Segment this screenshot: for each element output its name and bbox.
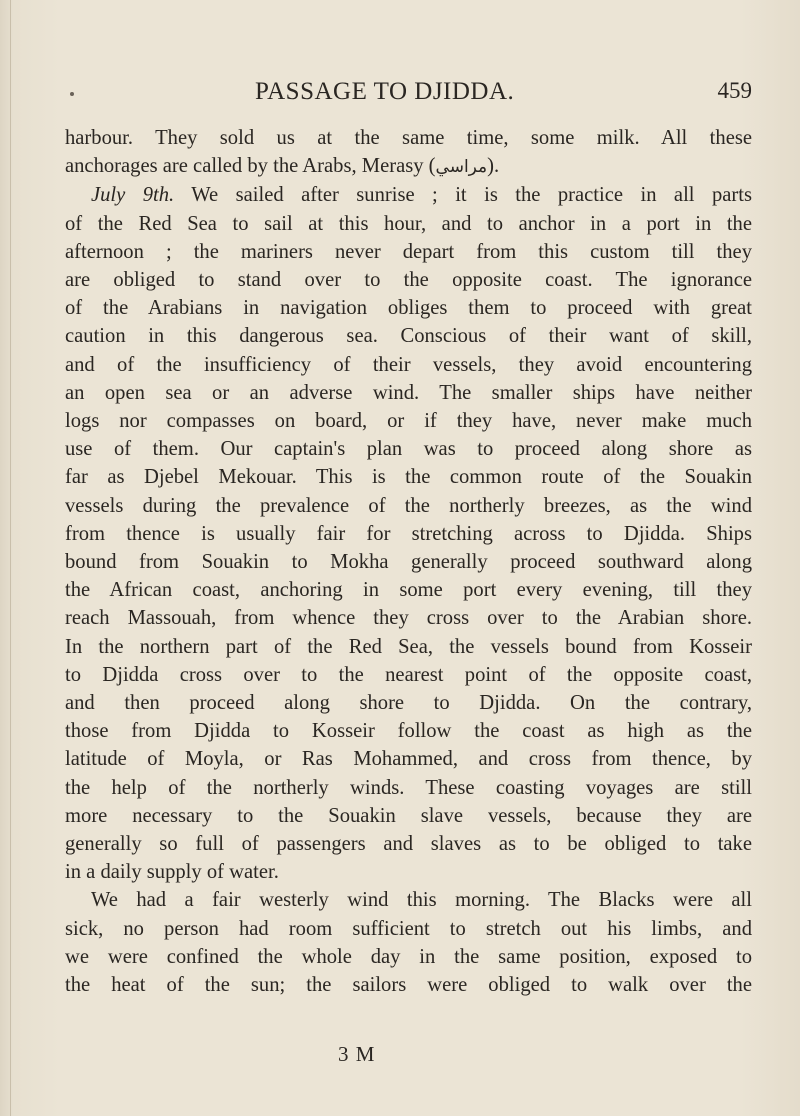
text-line: caution in this dangerous sea. Conscious of their want of skill, (65, 325, 752, 348)
text-line (65, 152, 752, 181)
text-fragment: ). (487, 155, 500, 178)
text-line: are obliged to stand over to the opposite coast. The ignorance (65, 269, 752, 292)
text-line: to Djidda cross over to the nearest point of the opposite coast, (65, 663, 752, 686)
bullet-mark (70, 92, 74, 96)
text-line: more necessary to the Souakin slave vessels, because they are (65, 804, 752, 827)
text-line: of the Arabians in navigation obliges them to proceed with great (65, 297, 752, 320)
text-line: harbour. They sold us at the same time, some milk. All these (65, 127, 752, 149)
text-fragment: We sailed after sunrise ; it is the practice in all parts (174, 184, 752, 207)
body-text (65, 124, 752, 999)
text-line: from thence is usually fair for stretching across to Djidda. Ships (65, 522, 752, 545)
text-line: In the northern part of the Red Sea, the vessels bound from Kosseir (65, 635, 752, 658)
text-line: of the Red Sea to sail at this hour, and to anchor in a port in the (65, 212, 752, 235)
text-line: We had a fair westerly wind this morning. The Blacks were all (91, 889, 752, 912)
text-line: far as Djebel Mekouar. This is the common route of the Souakin (65, 466, 752, 489)
text-line (65, 181, 752, 209)
text-line: bound from Souakin to Mokha generally proceed southward along (65, 551, 752, 574)
text-line: and then proceed along shore to Djidda. On the contrary, (65, 692, 752, 715)
signature-mark: 3 M (338, 1042, 376, 1066)
date-italic: July 9th. (91, 184, 175, 207)
text-line: in a daily supply of water. (65, 861, 279, 884)
text-line: and of the insufficiency of their vessels, they avoid encountering (65, 353, 752, 376)
text-line: the African coast, anchoring in some port every evening, till they (65, 579, 752, 602)
arabic-word: مراسي (435, 157, 488, 178)
text-line: an open sea or an adverse wind. The smaller ships have neither (65, 381, 752, 404)
text-line: sick, no person had room sufficient to stretch out his limbs, and (65, 917, 752, 940)
text-line: reach Massouah, from whence they cross over to the Arabian shore. (65, 607, 752, 630)
text-line: vessels during the prevalence of the northerly breezes, as the wind (65, 494, 752, 517)
text-line: logs nor compasses on board, or if they have, never make much (65, 410, 752, 433)
text-line: we were confined the whole day in the same position, exposed to (65, 945, 752, 968)
page-edge (10, 0, 11, 1116)
text-line: those from Djidda to Kosseir follow the coast as high as the (65, 720, 752, 743)
page-number: 459 (717, 78, 752, 103)
text-line: latitude of Moyla, or Ras Mohammed, and cross from thence, by (65, 748, 752, 771)
running-header (60, 78, 760, 110)
text-line: the help of the northerly winds. These coasting voyages are still (65, 776, 752, 799)
header-title: PASSAGE TO DJIDDA. (255, 78, 515, 105)
text-fragment: anchorages are called by the Arabs, Merasy ( (65, 155, 436, 178)
text-line: afternoon ; the mariners never depart from this custom till they (65, 240, 752, 263)
text-line: generally so full of passengers and slaves as to be obliged to take (65, 833, 752, 856)
text-line: use of them. Our captain's plan was to proceed along shore as (65, 438, 752, 461)
text-line: the heat of the sun; the sailors were obliged to walk over the (65, 974, 752, 997)
